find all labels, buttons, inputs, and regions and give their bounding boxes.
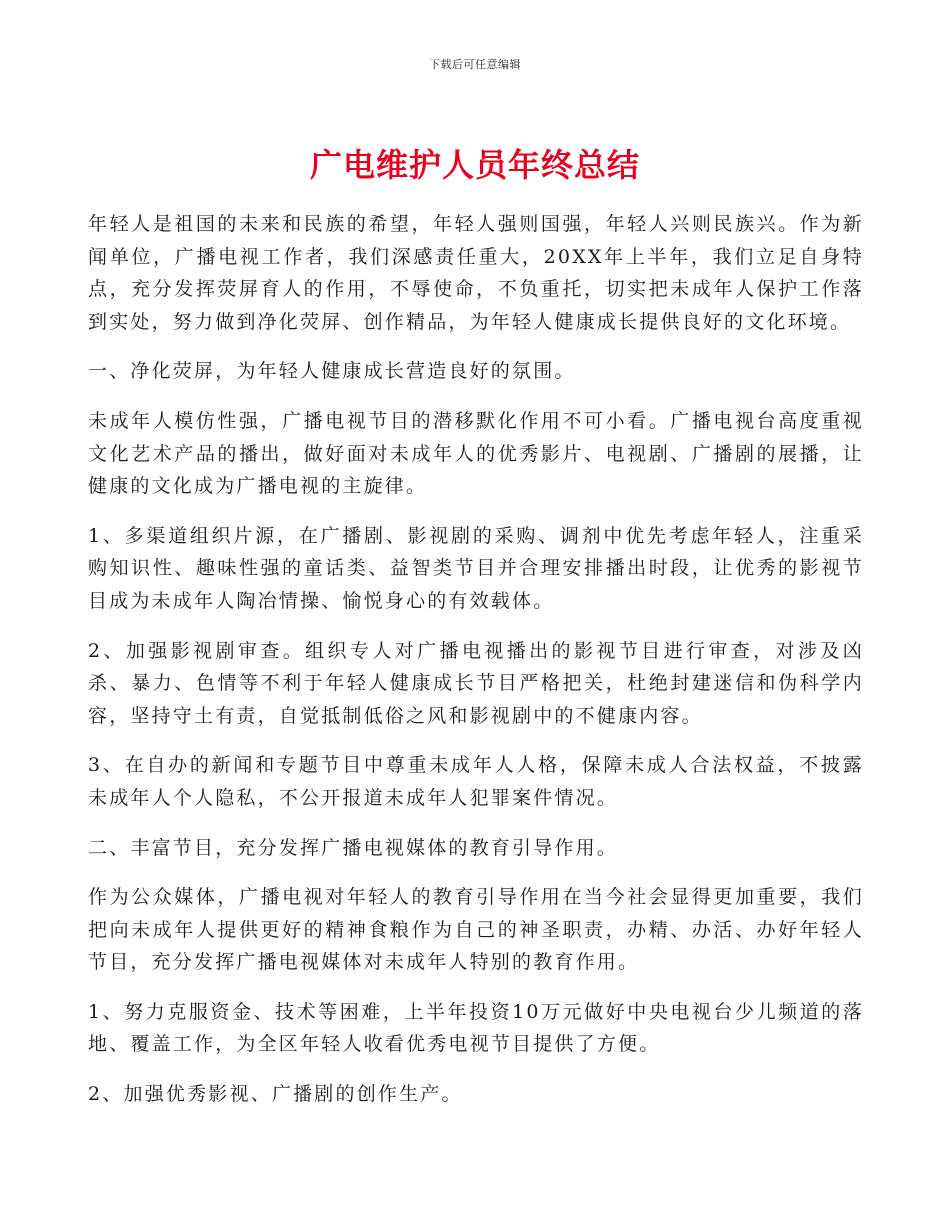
section-heading-2: 二、丰富节目，充分发挥广播电视媒体的教育引导作用。 xyxy=(88,836,619,859)
paragraph: 作为公众媒体，广播电视对年轻人的教育引导作用在当今社会显得更加重要，我们把向未成年人提供更好的精神食粮作为自己的神圣职责，办精、办活、办好年轻人节目，充分发挥广播电视媒体对未成年人特别的教育作用。 xyxy=(88,886,864,974)
document-title: 广电维护人员年终总结 xyxy=(309,146,640,184)
paragraph: 未成年人模仿性强，广播电视节目的潜移默化作用不可小看。广播电视台高度重视文化艺术产品的播出，做好面对未成年人的优秀影片、电视剧、广播剧的展播，让健康的文化成为广播电视的主旋律。 xyxy=(88,409,864,498)
list-item: 2、加强影视剧审查。组织专人对广播电视播出的影视节目进行审查，对涉及凶杀、暴力、色情等不利于年轻人健康成长节目严格把关，杜绝封建迷信和伪科学内容，坚持守土有责，自觉抵制低俗之风和影视剧中的不健康内容。 xyxy=(88,639,864,727)
list-item: 2、加强优秀影视、广播剧的创作生产。 xyxy=(88,1083,463,1106)
section-heading-1: 一、净化荧屏，为年轻人健康成长营造良好的氛围。 xyxy=(88,360,576,383)
list-item: 1、努力克服资金、技术等困难，上半年投资10万元做好中央电视台少儿频道的落地、覆盖工作，为全区年轻人收看优秀电视节目提供了方便。 xyxy=(88,1000,864,1056)
paragraph-intro: 年轻人是祖国的未来和民族的希望，年轻人强则国强，年轻人兴则民族兴。作为新闻单位，广播电视工作者，我们深感责任重大，20XX年上半年，我们立足自身特点，充分发挥荧屏育人的作用，不辱使命，不负重托，切实把未成年人保护工作落到实处，努力做到净化荧屏、创作精品，为年轻人健康成长提供良好的文化环境。 xyxy=(88,213,864,333)
list-item: 1、多渠道组织片源，在广播剧、影视剧的采购、调剂中优先考虑年轻人，注重采购知识性、趣味性强的童话类、益智类节目并合理安排播出时段，让优秀的影视节目成为未成年人陶冶情操、愉悦身心的有效载体。 xyxy=(88,524,864,612)
header-note: 下载后可任意编辑 xyxy=(429,58,521,71)
list-item: 3、在自办的新闻和专题节目中尊重未成年人人格，保障未成人合法权益，不披露未成年人个人隐私，不公开报道未成年人犯罪案件情况。 xyxy=(88,754,864,809)
document-body xyxy=(88,208,864,1128)
